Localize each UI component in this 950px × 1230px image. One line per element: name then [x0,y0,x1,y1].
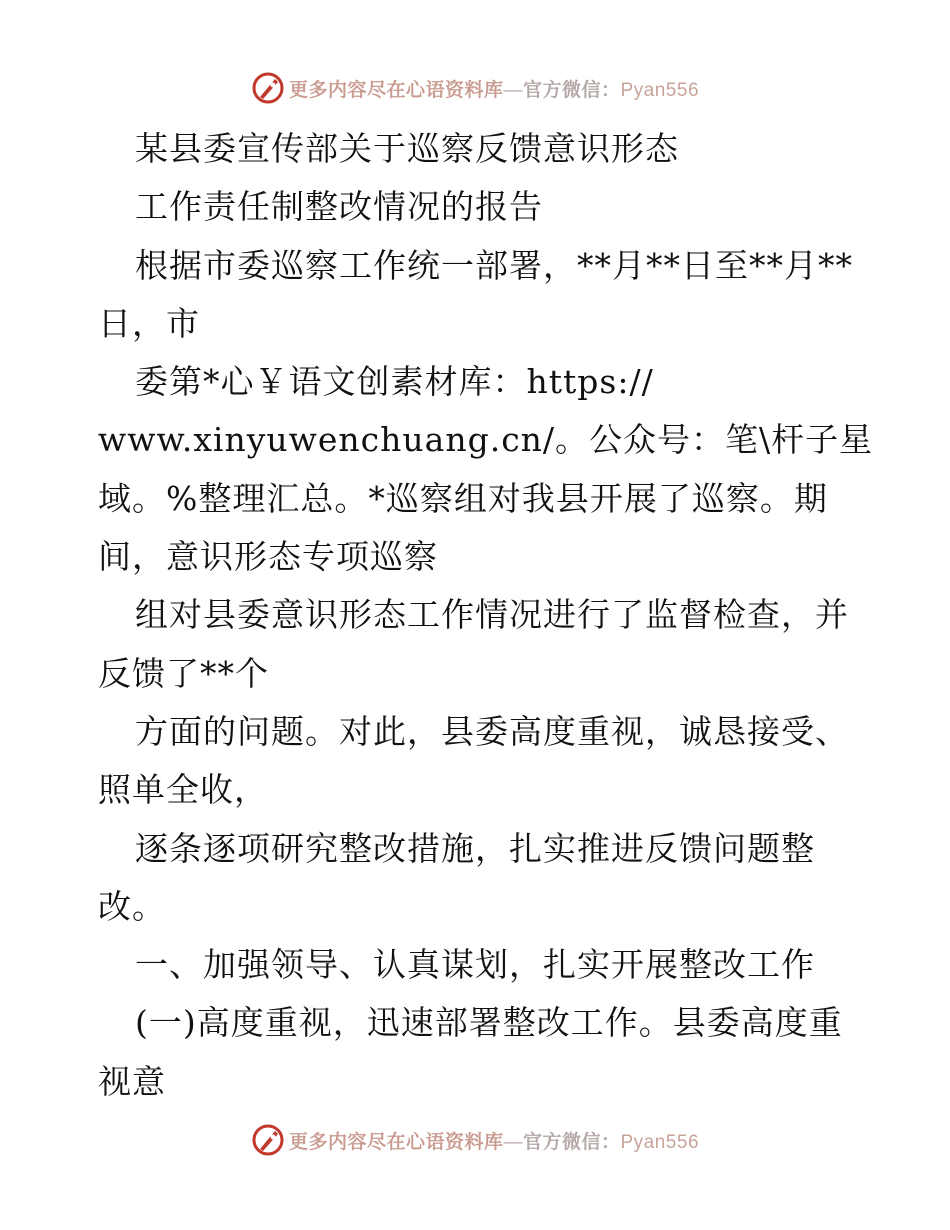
doc-text-line: www.xinyuwenchuang.cn/。公众号：笔\杆子星 [98,420,874,460]
doc-text-line: 域。%整理汇总。*巡察组对我县开展了巡察。期 [98,478,828,518]
quill-logo-icon [251,1123,285,1157]
subsection-heading: (一)高度重视，迅速部署整改工作。县委高度重 [135,1003,843,1043]
doc-title-line-1: 某县委宣传部关于巡察反馈意识形态 [135,129,679,168]
section-heading: 一、加强领导、认真谋划，扎实开展整改工作 [135,945,815,985]
doc-text-line: 日，市 [98,303,200,343]
quill-logo-icon [251,71,285,105]
document-body [98,120,874,1111]
doc-text-line: 根据市委巡察工作统一部署，**月**日至**月** [135,245,853,285]
doc-text-line: 方面的问题。对此，县委高度重视，诚恳接受、 [135,711,849,751]
doc-text-line: 改。 [98,886,166,926]
watermark-text: 更多内容尽在心语资料库—官方微信：Pyan556 [288,79,700,101]
doc-title-line-2: 工作责任制整改情况的报告 [135,187,543,227]
doc-text-line: 委第*心￥语文创素材库：https:// [135,362,654,402]
doc-text-line: 间，意识形态专项巡察 [98,537,438,577]
doc-text-line: 照单全收， [98,770,268,810]
watermark-banner-bottom [0,1120,950,1160]
watermark-banner-top [0,68,950,108]
watermark-text: 更多内容尽在心语资料库—官方微信：Pyan556 [288,1131,700,1153]
doc-text-line: 逐条逐项研究整改措施，扎实推进反馈问题整 [135,828,815,868]
doc-text-line: 反馈了**个 [98,653,269,693]
doc-text-line: 组对县委意识形态工作情况进行了监督检查，并 [135,595,849,635]
doc-text-line: 视意 [98,1061,166,1101]
